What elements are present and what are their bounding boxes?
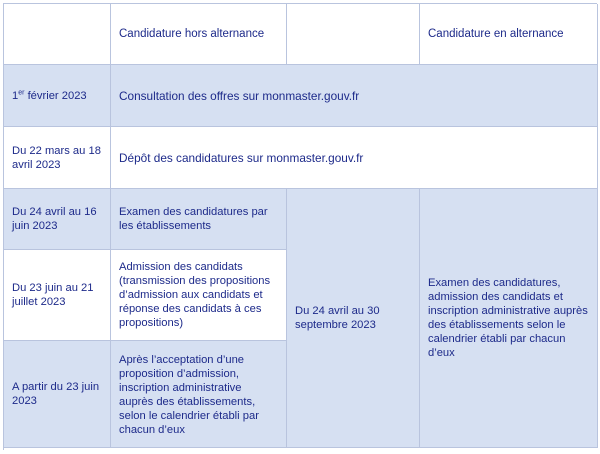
alternance-description: Examen des candidatures, admission des candidats et inscription administrative auprès des établissements selon le calendrier établi par chacun d’eux	[420, 189, 598, 448]
step-inscription: Après l’acceptation d’une proposition d’admission, inscription administrative auprès des établissements, selon le calendrier établi par chacun d’eux	[111, 341, 287, 448]
alternance-period: Du 24 avril au 30 septembre 2023	[287, 189, 420, 448]
date-row3: Du 24 avril au 16 juin 2023	[4, 189, 111, 250]
date-row4: Du 23 juin au 21 juillet 2023	[4, 250, 111, 341]
header-hors-alternance: Candidature hors alternance	[111, 4, 287, 65]
date-row2: Du 22 mars au 18 avril 2023	[4, 127, 111, 189]
header-empty-cell	[4, 4, 111, 65]
date-cell-row1	[4, 65, 111, 127]
step-examen: Examen des candidatures par les établissements	[111, 189, 287, 250]
header-empty-cell-2	[287, 4, 420, 65]
step-consultation: Consultation des offres sur monmaster.gouv.fr	[111, 65, 598, 127]
step-admission: Admission des candidats (transmission des propositions d’admission aux candidats et réponse des candidats à ces propositions)	[111, 250, 287, 341]
header-en-alternance: Candidature en alternance	[420, 4, 598, 65]
date-row1: 1er février 2023	[12, 88, 87, 102]
calendar-table	[3, 3, 597, 450]
date-row5: A partir du 23 juin 2023	[4, 341, 111, 448]
step-depot: Dépôt des candidatures sur monmaster.gouv.fr	[111, 127, 598, 189]
